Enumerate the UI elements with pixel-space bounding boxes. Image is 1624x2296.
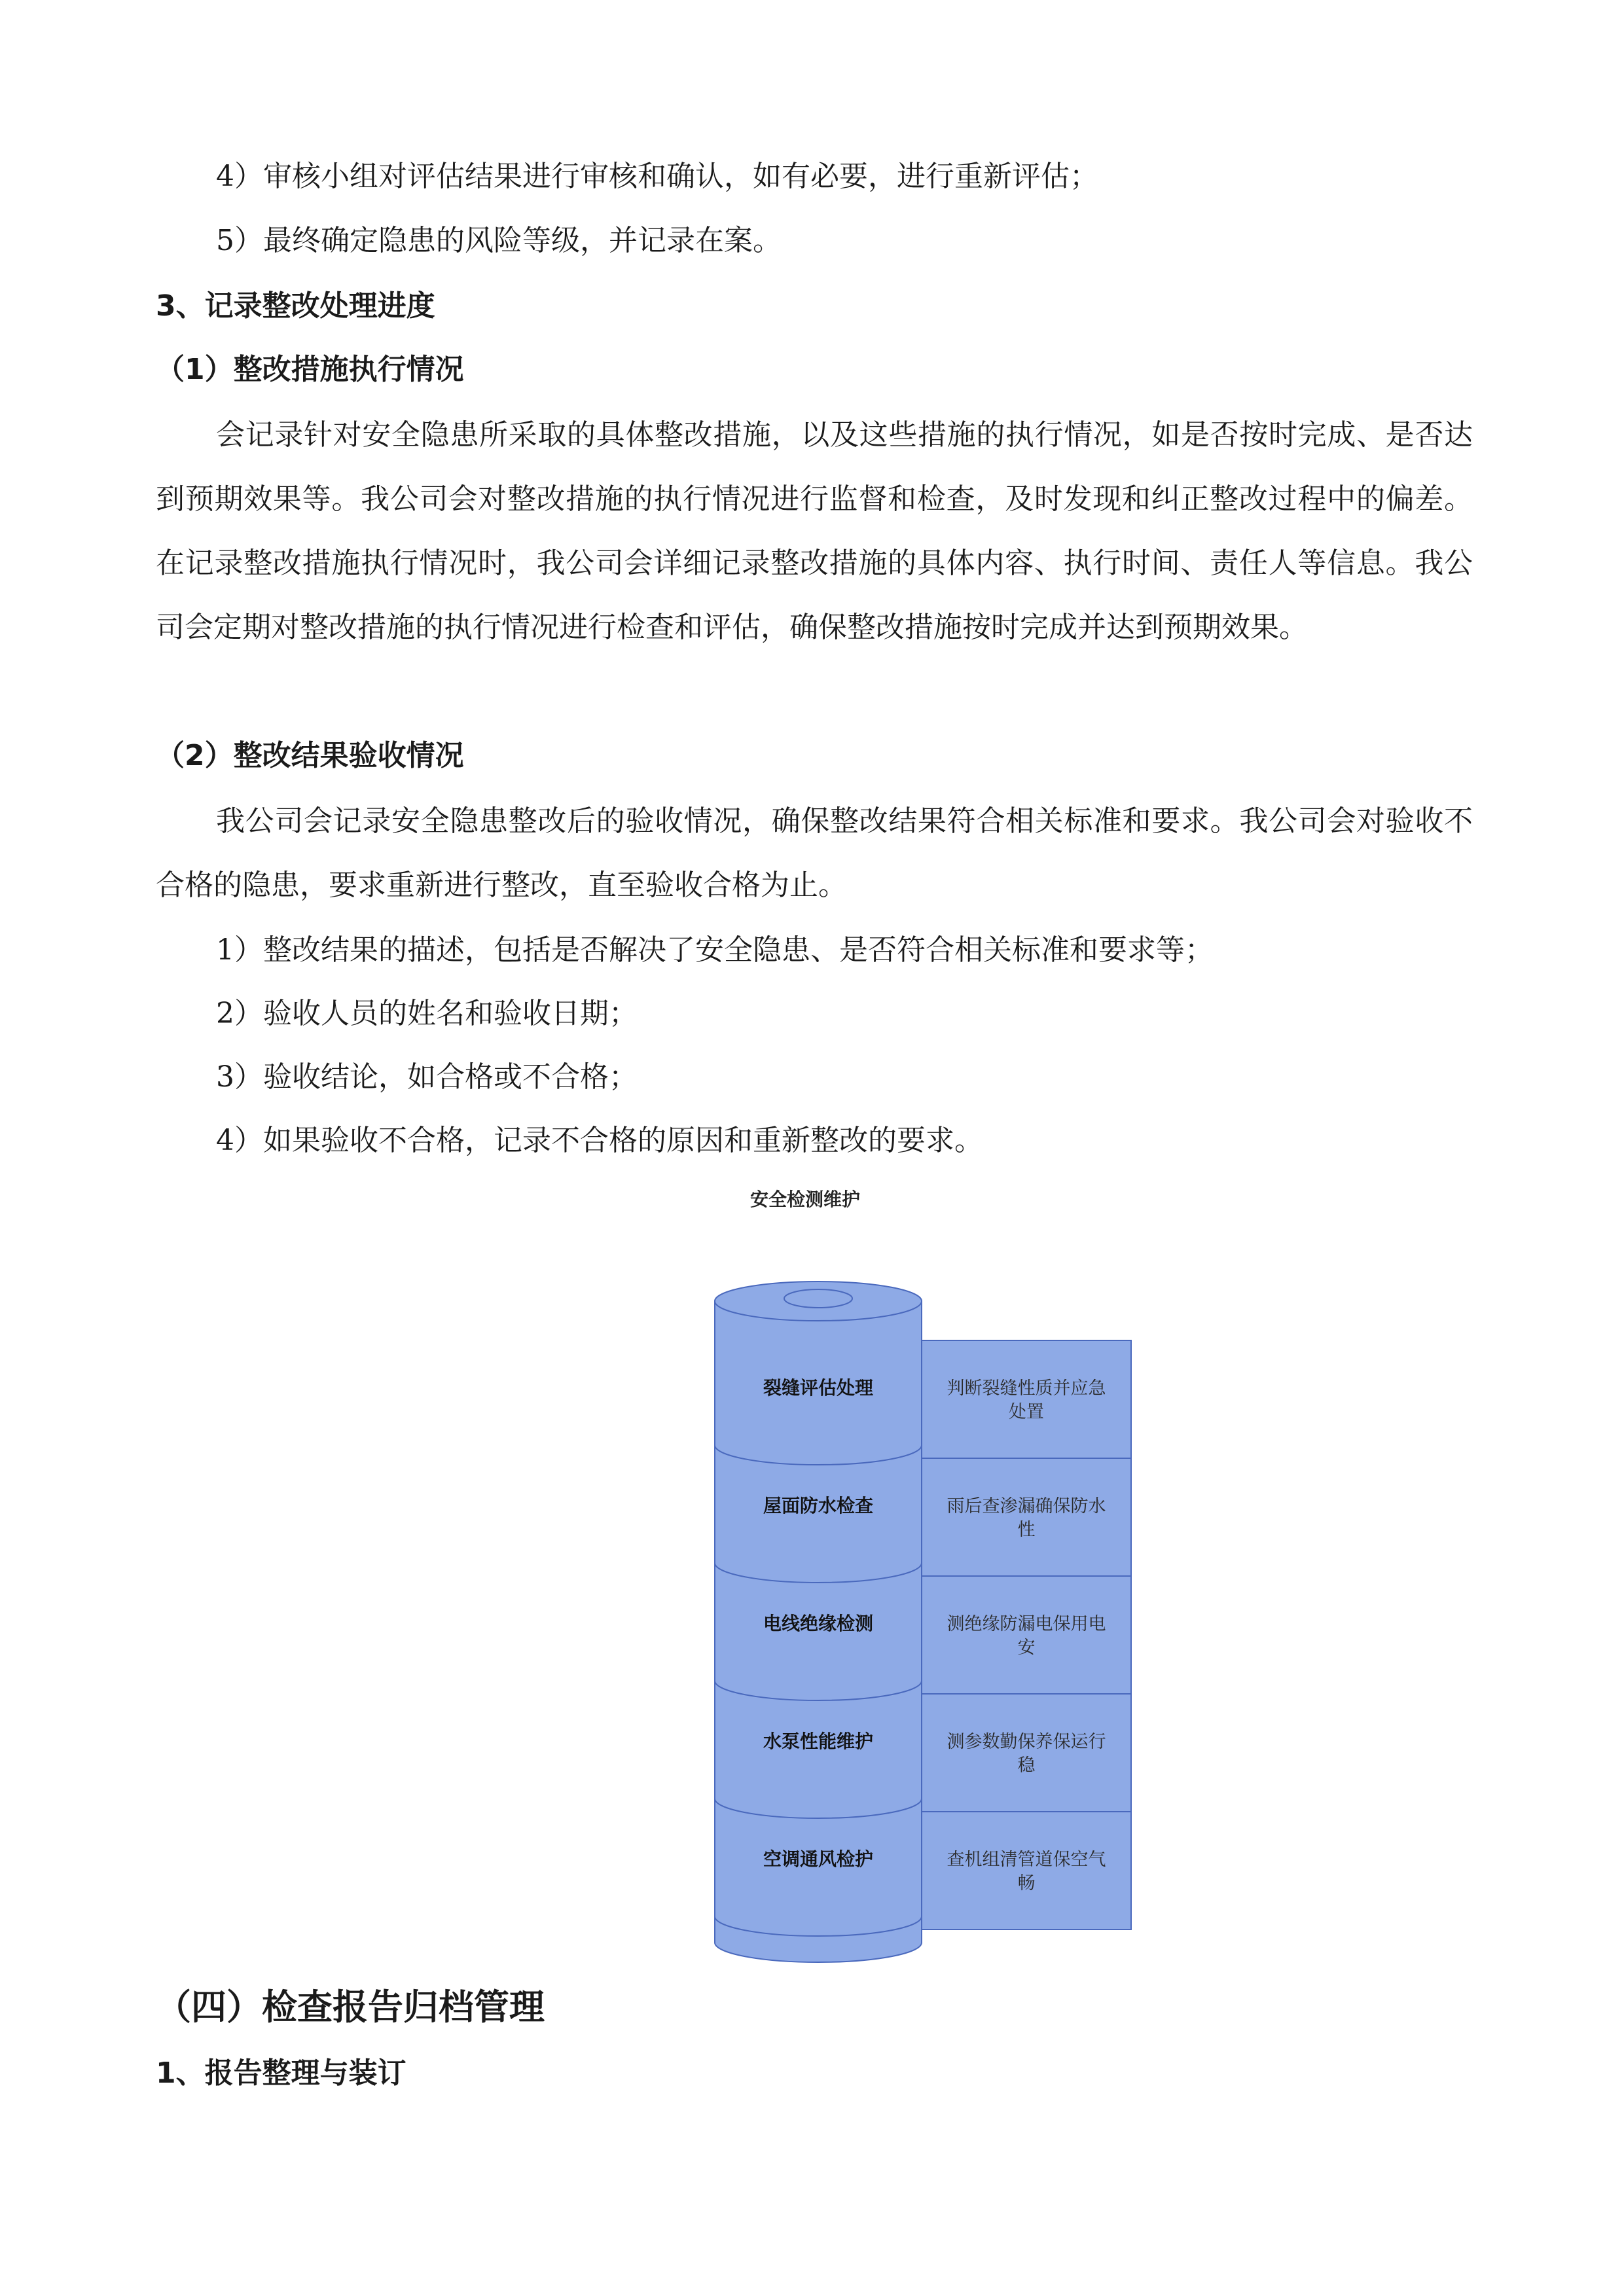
- diagram-title: 安全检测维护: [749, 1189, 861, 1210]
- description-text: 判断裂缝性质并应急: [947, 1378, 1106, 1399]
- section-heading: 1、报告整理与装订: [156, 2056, 406, 2090]
- layer-label: 水泵性能维护: [763, 1731, 874, 1752]
- subsection-heading: （2）整改结果验收情况: [156, 739, 464, 772]
- list-item: 4）如果验收不合格，记录不合格的原因和重新整改的要求。: [216, 1124, 983, 1157]
- layer-label: 裂缝评估处理: [763, 1377, 874, 1399]
- description-text: 稳: [1017, 1755, 1036, 1776]
- paragraph: 我公司会记录安全隐患整改后的验收情况，确保整改结果符合相关标准和要求。我公司会对验收不合格的隐患，要求重新进行整改，直至验收合格为止。: [156, 804, 1473, 902]
- layer-label: 电线绝缘检测: [763, 1613, 874, 1634]
- list-item: 4）审核小组对评估结果进行审核和确认，如有必要，进行重新评估；: [216, 160, 1098, 193]
- description-text: 性: [1017, 1520, 1036, 1540]
- description-text: 查机组清管道保空气: [947, 1850, 1106, 1870]
- description-cell: [922, 1340, 1131, 1458]
- description-text: 雨后查渗漏确保防水: [947, 1496, 1106, 1516]
- list-item: 3）验收结论，如合格或不合格；: [216, 1060, 638, 1094]
- description-cell: [922, 1694, 1131, 1812]
- layer-label: 空调通风检护: [763, 1848, 874, 1870]
- safety-maintenance-diagram: [589, 1165, 1106, 1970]
- cylinder-cap: [784, 1289, 852, 1308]
- description-cell: [922, 1458, 1131, 1576]
- layer-label: 屋面防水检查: [763, 1495, 874, 1516]
- description-cell: [922, 1812, 1131, 1929]
- description-text: 畅: [1017, 1873, 1036, 1893]
- description-text: 测绝缘防漏电保用电: [947, 1614, 1106, 1634]
- list-item: 2）验收人员的姓名和验收日期；: [216, 997, 638, 1030]
- chapter-heading: （四）检查报告归档管理: [156, 1986, 545, 2028]
- description-cell: [922, 1576, 1131, 1694]
- paragraph: 会记录针对安全隐患所采取的具体整改措施，以及这些措施的执行情况，如是否按时完成、是否达到预期效果等。我公司会对整改措施的执行情况进行监督和检查，及时发现和纠正整改过程中的偏差。在记录整改措施执行情况时，我公司会详细记录整改措施的具体内容、执行时间、责任人等信息。我公司会定期对整改措施的执行情况进行检查和评估，确保整改措施按时完成并达到预期效果。: [156, 418, 1473, 644]
- list-item: 5）最终确定隐患的风险等级，并记录在案。: [216, 224, 782, 257]
- description-text: 处置: [1009, 1402, 1044, 1422]
- list-item: 1）整改结果的描述，包括是否解决了安全隐患、是否符合相关标准和要求等；: [216, 933, 1214, 967]
- section-heading: 3、记录整改处理进度: [156, 289, 435, 323]
- description-text: 安: [1017, 1638, 1036, 1658]
- description-text: 测参数勤保养保运行: [947, 1732, 1106, 1752]
- subsection-heading: （1）整改措施执行情况: [156, 353, 464, 386]
